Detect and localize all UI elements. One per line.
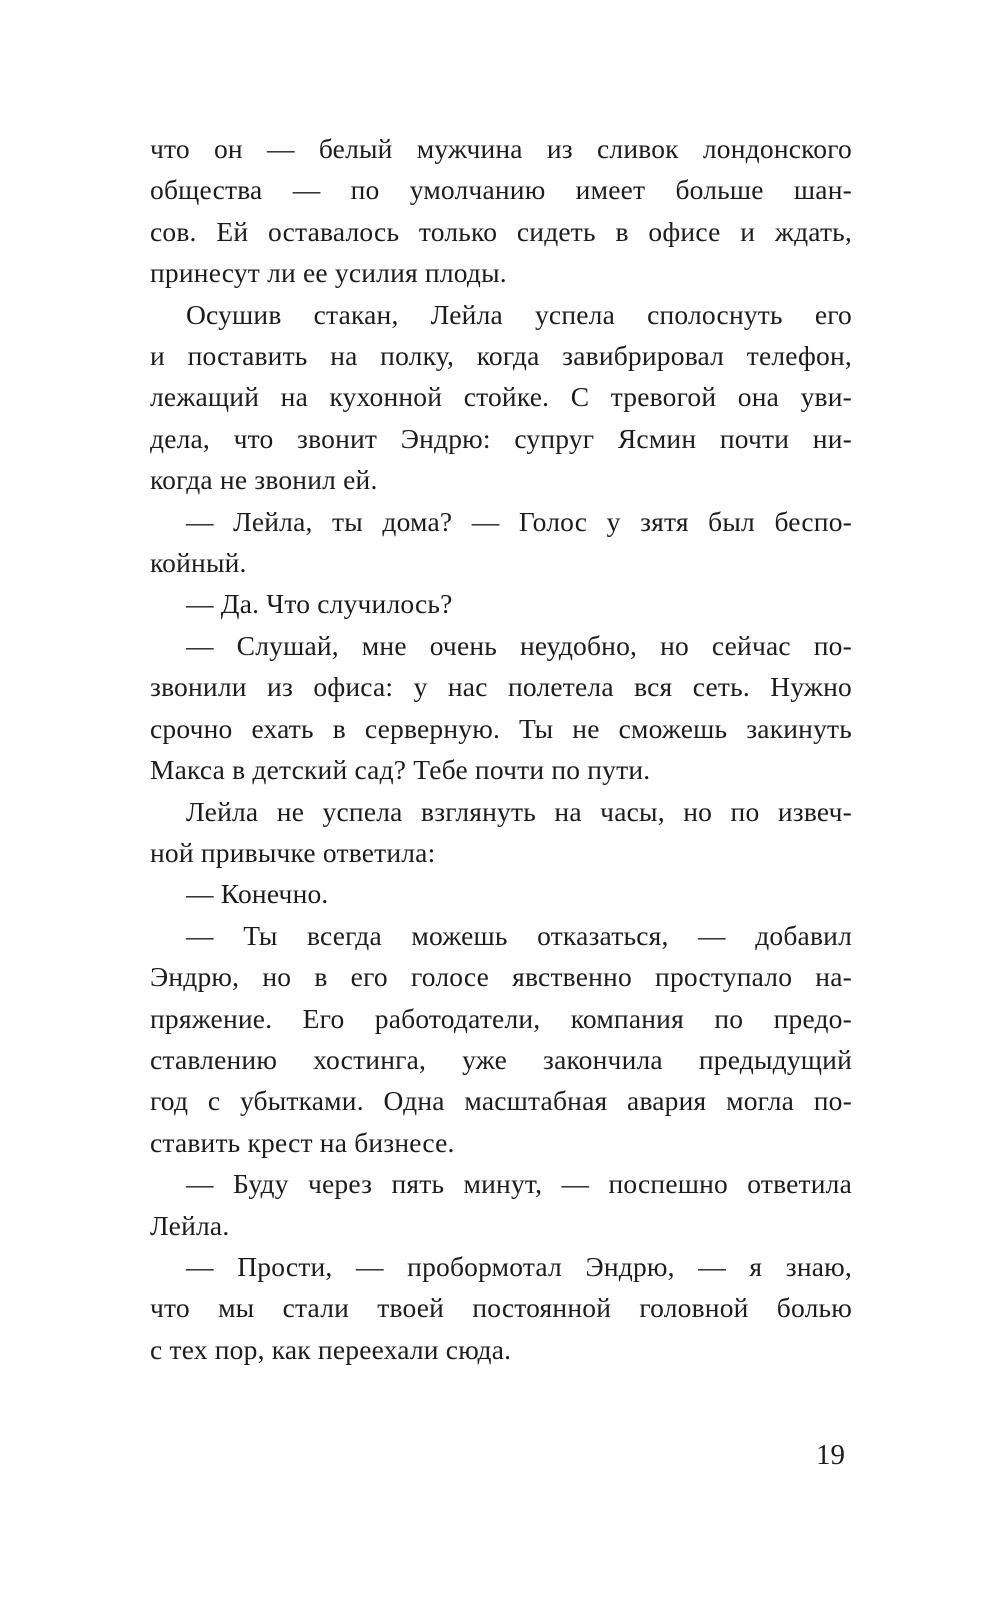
- text-line: Макса в детский сад? Тебе почти по пути.: [150, 754, 651, 786]
- text-line: что он — белый мужчина из сливок лондонского: [150, 133, 852, 164]
- text-line: и поставить на полку, когда завибрировал телефон,: [150, 340, 852, 372]
- text-line: лежащий на кухонной стойке. С тревогой она уви-: [150, 381, 852, 413]
- text-line: — Прости, — пробормотал Эндрю, — я знаю,: [186, 1250, 852, 1282]
- text-line: с тех пор, как переехали сюда.: [150, 1333, 512, 1365]
- text-line: сов. Ей оставалось только сидеть в офисе и ждать,: [150, 215, 852, 247]
- text-line: Лейла.: [150, 1209, 230, 1241]
- text-line: дела, что звонит Эндрю: супруг Ясмин почти ни-: [150, 422, 852, 454]
- text-line: Эндрю, но в его голосе явственно проступало на-: [150, 961, 852, 993]
- text-line: год с убытками. Одна масштабная авария могла по-: [150, 1085, 852, 1117]
- text-line: звонили из офиса: у нас полетела вся сеть. Нужно: [150, 671, 852, 703]
- text-line: когда не звонил ей.: [150, 464, 378, 496]
- text-line: — Слушай, мне очень неудобно, но сейчас по-: [186, 629, 852, 661]
- page-number: 19: [816, 1439, 845, 1471]
- text-line: — Конечно.: [186, 878, 329, 910]
- text-line: — Буду через пять минут, — поспешно ответила: [186, 1168, 852, 1200]
- text-line: принесут ли ее усилия плоды.: [150, 257, 507, 289]
- text-line: Осушив стакан, Лейла успела сполоснуть его: [186, 298, 852, 330]
- text-line: — Лейла, ты дома? — Голос у зятя был беспо-: [186, 505, 852, 537]
- text-line: — Да. Что случилось?: [186, 588, 453, 620]
- text-line: общества — по умолчанию имеет больше шан-: [150, 174, 852, 206]
- text-block: [150, 128, 852, 1370]
- text-line: ставить крест на бизнесе.: [150, 1126, 455, 1158]
- text-line: срочно ехать в серверную. Ты не сможешь закинуть: [150, 712, 852, 744]
- text-line: койный.: [150, 547, 247, 579]
- text-line: что мы стали твоей постоянной головной болью: [150, 1292, 852, 1324]
- text-line: Лейла не успела взглянуть на часы, но по извеч-: [186, 795, 852, 827]
- text-line: ставлению хостинга, уже закончила предыдущий: [150, 1043, 852, 1075]
- text-line: пряжение. Его работодатели, компания по предо-: [150, 1002, 852, 1034]
- text-line: ной привычке ответила:: [150, 836, 436, 868]
- text-line: — Ты всегда можешь отказаться, — добавил: [186, 919, 852, 951]
